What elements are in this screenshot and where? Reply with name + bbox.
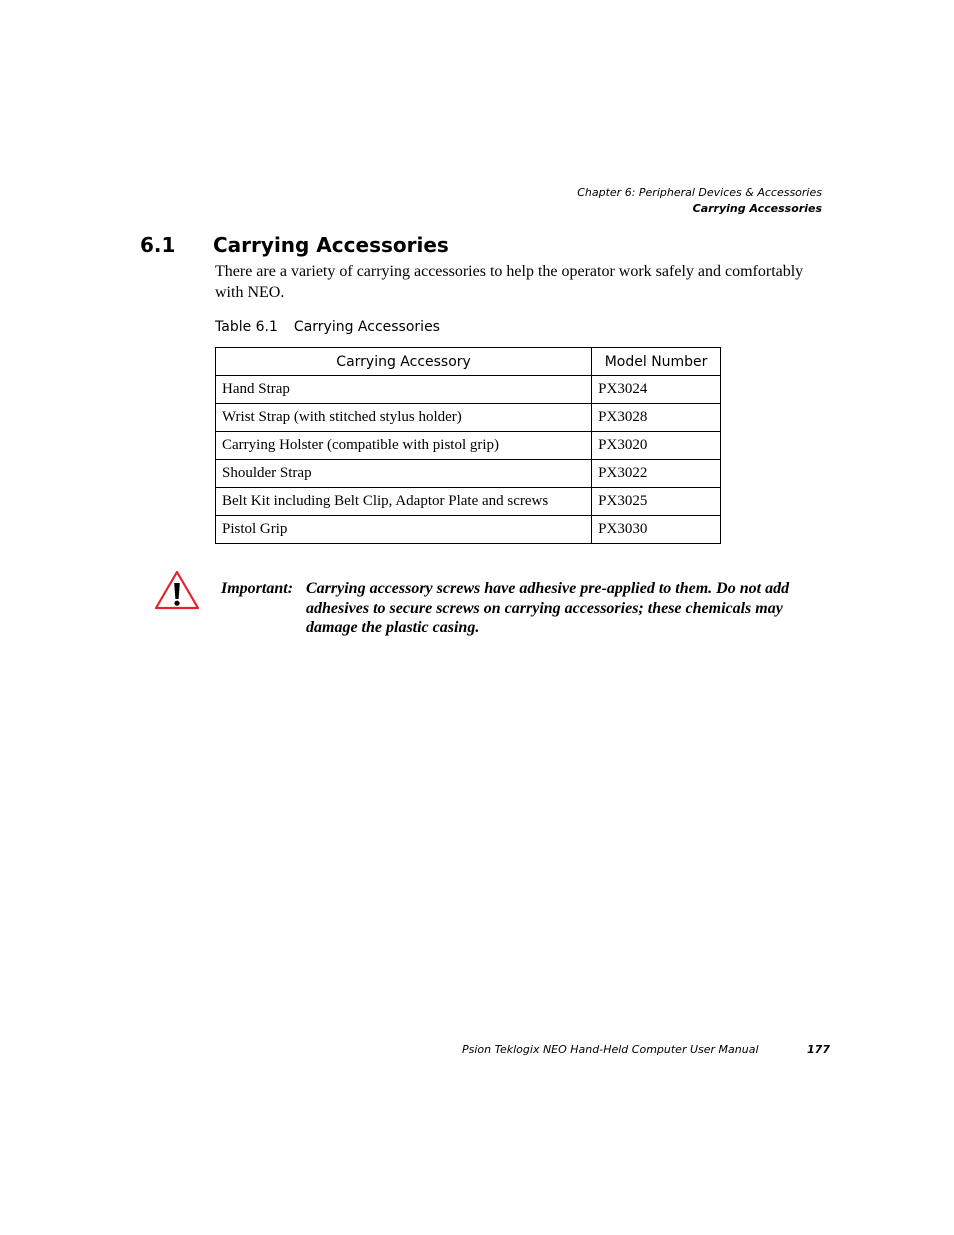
column-header-model: Model Number (592, 348, 721, 376)
table-row (216, 432, 721, 460)
table-row (216, 488, 721, 516)
intro-paragraph: There are a variety of carrying accessories to help the operator work safely and comfortably with NEO. (215, 263, 804, 301)
accessory-cell: Belt Kit including Belt Clip, Adaptor Plate and screws (216, 488, 592, 516)
warning-triangle-icon (154, 570, 200, 610)
table-caption (215, 317, 440, 337)
accessories-table (215, 347, 721, 544)
model-number-cell: PX3024 (592, 376, 721, 404)
table-row (216, 516, 721, 544)
page-number: 177 (807, 1043, 830, 1056)
model-number-cell: PX3020 (592, 432, 721, 460)
important-text: Carrying accessory screws have adhesive pre-applied to them. Do not add adhesives to secure screws on carrying accessories; these chemicals may damage the plastic casing. (306, 580, 790, 636)
table-header-row (216, 348, 721, 376)
footer-manual-title: Psion Teklogix NEO Hand-Held Computer User Manual (462, 1043, 759, 1056)
table-caption-number: Table 6.1 (215, 319, 278, 335)
accessory-cell: Pistol Grip (216, 516, 592, 544)
model-number-cell: PX3028 (592, 404, 721, 432)
important-note (221, 579, 821, 638)
model-number-cell: PX3025 (592, 488, 721, 516)
running-header-section: Carrying Accessories (692, 202, 822, 215)
section-title: Carrying Accessories (213, 233, 449, 257)
section-heading (140, 231, 449, 259)
running-header-chapter: Chapter 6: Peripheral Devices & Accessories (577, 186, 822, 199)
accessory-cell: Wrist Strap (with stitched stylus holder) (216, 404, 592, 432)
model-number-cell: PX3022 (592, 460, 721, 488)
running-header (577, 185, 822, 217)
accessory-cell: Hand Strap (216, 376, 592, 404)
table-caption-title: Carrying Accessories (293, 319, 440, 335)
table-row (216, 460, 721, 488)
page-footer (462, 1042, 830, 1058)
section-number: 6.1 (140, 233, 176, 257)
accessory-cell: Carrying Holster (compatible with pistol grip) (216, 432, 592, 460)
important-label: Important: (221, 580, 294, 597)
column-header-accessory: Carrying Accessory (216, 348, 592, 376)
model-number-cell: PX3030 (592, 516, 721, 544)
accessory-cell: Shoulder Strap (216, 460, 592, 488)
table-row (216, 376, 721, 404)
table-row (216, 404, 721, 432)
